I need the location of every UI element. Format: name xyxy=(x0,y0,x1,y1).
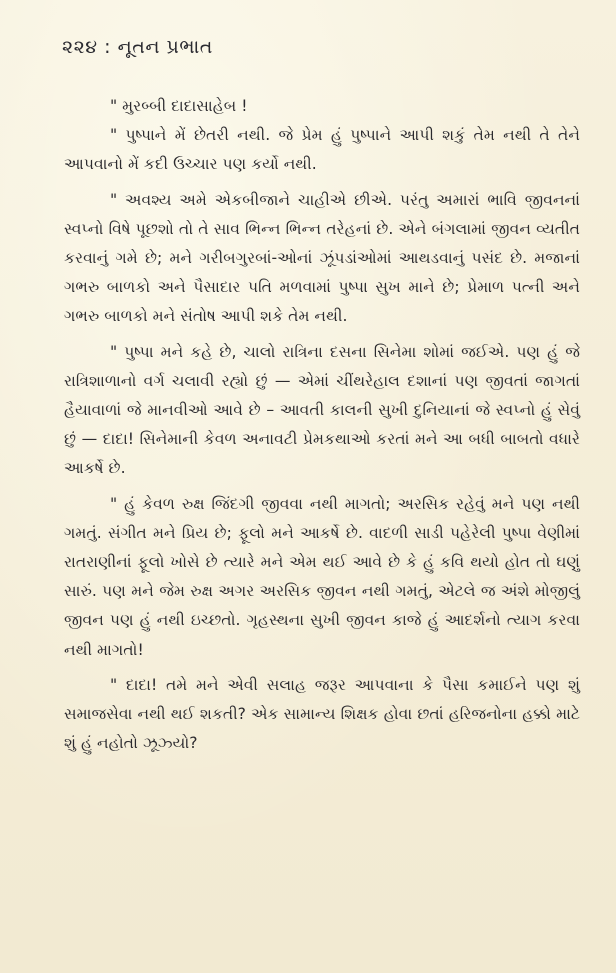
page-body xyxy=(64,92,580,758)
page-number: ૨૨૪ xyxy=(62,36,98,58)
paragraph-4: " હું કેવળ રુક્ષ જિંદગી જીવવા નથી માગતો; અરસિક રહેવું મને પણ નથી ગમતું. સંગીત મને પ્રિય છે; ફૂલો મને આકર્ષે છે. વાદળી સાડી પહેરેલી પુષ્પા વેણીમાં રાતરાણીનાં ફૂલો ખોસે છે ત્યારે મને એમ થઈ આવે છે કે હું કવિ થયો હોત તો ઘણું સારું. પણ મને જેમ રુક્ષ અગર અરસિક જીવન નથી ગમતું, એટલે જ અંશે મોજીલું જીવન પણ હું નથી ઇચ્છતો. ગૃહસ્થના સુખી જીવન કાજે હું આદર્શનો ત્યાગ કરવા નથી માગતો! xyxy=(64,494,580,659)
paragraph-5: " દાદા! તમે મને એવી સલાહ જરૂર આપવાના કે પૈસા કમાઈને પણ શું સમાજસેવા નથી થઈ શકતી? એક સામાન્ય શિક્ષક હોવા છતાં હરિજનોના હક્કો માટે શું હું નહોતો ઝૂઝ્યો? xyxy=(64,675,580,753)
paragraph-3: " પુષ્પા મને કહે છે, ચાલો રાત્રિના દસના સિનેમા શોમાં જઈએ. પણ હું જે રાત્રિશાળાનો વર્ગ ચલાવી રહ્યો છું — એમાં ચીંથરેહાલ દશાનાં પણ જીવતાં જાગતાં હૈયાવાળાં જે માનવીઓ આવે છે – આવતી કાલની સુખી દુનિયાનાં જે સ્વપ્નો હું સેવું છું — દાદા! સિનેમાની કેવળ અનાવટી પ્રેમકથાઓ કરતાં મને આ બધી બાબતો વધારે આકર્ષે છે. xyxy=(64,342,580,478)
paragraph-salutation: " મુરબ્બી દાદાસાહેબ ! xyxy=(110,97,248,115)
running-title: નૂતન પ્રભાત xyxy=(117,36,213,58)
paragraph-2: " અવશ્ય અમે એકબીજાને ચાહીએ છીએ. પરંતુ અમારાં ભાવિ જીવનનાં સ્વપ્નો વિષે પૂછશો તો તે સાવ ભિન્ન ભિન્ન તરેહનાં છે. એને બંગલામાં જીવન વ્યતીત કરવાનું ગમે છે; મને ગરીબગુરબાં-ઓનાં ઝૂંપડાંઓમાં આથડવાનું પસંદ છે. મજાનાં ગભરુ બાળકો અને પૈસાદાર પતિ મળવામાં પુષ્પા સુખ માને છે; પ્રેમાળ પત્ની અને ગભરુ બાળકો મને સંતોષ આપી શકે તેમ નથી. xyxy=(64,190,580,326)
paragraph-1: " પુષ્પાને મેં છેતરી નથી. જે પ્રેમ હું પુષ્પાને આપી શકું તેમ નથી તે તેને આપવાનો મેં કદી ઉચ્ચાર પણ કર્યો નથી. xyxy=(64,126,580,174)
header-separator: : xyxy=(104,36,112,58)
page-header xyxy=(62,36,213,58)
